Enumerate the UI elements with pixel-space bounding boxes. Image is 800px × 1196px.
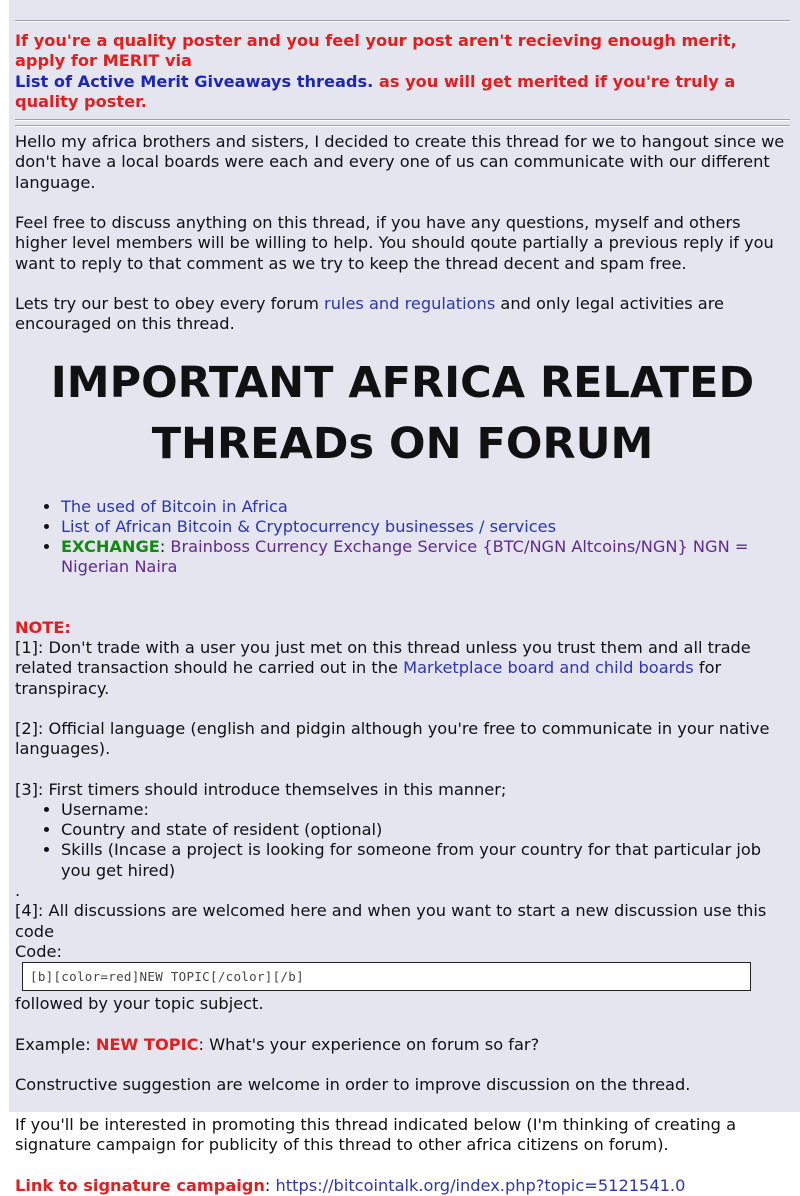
signature-campaign-link[interactable]: https://bitcointalk.org/index.php?topic=5121541.0 bbox=[275, 1175, 686, 1195]
closing-paragraph-2: If you'll be interested in promoting this thread indicated below (I'm thinking of creating a signature campaign for publicity of this thread to other africa citizens on forum). bbox=[15, 1115, 737, 1155]
rule-2: [2]: Official language (english and pidgin although you're free to communicate in your native languages). bbox=[15, 718, 770, 759]
example-prefix: Example: bbox=[15, 1034, 96, 1054]
post-body bbox=[15, 0, 790, 1196]
heading-line-2: THREADs ON FORUM bbox=[151, 418, 654, 469]
exchange-label: EXCHANGE bbox=[61, 537, 160, 557]
example-rest: : What's your experience on forum so far? bbox=[198, 1034, 540, 1054]
merit-giveaways-link[interactable]: List of Active Merit Giveaways threads bbox=[15, 71, 368, 91]
intro-p3-rest: and only legal activities are encouraged on this thread. bbox=[15, 293, 724, 334]
list-item: • Skills (Incase a project is looking for someone from your country for that particular job you get hired) bbox=[61, 840, 790, 881]
signature-sep: : bbox=[264, 1175, 276, 1195]
intro-paragraph-2: Feel free to discuss anything on this thread, if you have any questions, myself and others higher level members will be willing to help. You should qoute partially a previous reply if you want to reply to that comment as we try to keep the thread decent and spam free. bbox=[15, 213, 774, 273]
rule-4: [4]: All discussions are welcomed here and when you want to start a new discussion use this code bbox=[15, 901, 767, 941]
merit-link-period: . bbox=[367, 71, 374, 91]
signature-line bbox=[15, 1176, 790, 1196]
intro-paragraph-1: Hello my africa brothers and sisters, I decided to create this thread for we to hangout since we don't have a local boards were each and every one of us can communicate with our different language. bbox=[15, 132, 785, 192]
rule-1 bbox=[15, 638, 790, 699]
intro-paragraph-3 bbox=[15, 294, 790, 335]
note-title: NOTE: bbox=[15, 617, 71, 637]
rule-3: [3]: First timers should introduce themselves in this manner; bbox=[15, 779, 507, 799]
after-code-text: followed by your topic subject. bbox=[15, 994, 264, 1014]
list-item bbox=[61, 537, 790, 578]
list-item bbox=[61, 497, 790, 517]
new-topic-tag: NEW TOPIC bbox=[95, 1034, 199, 1054]
merit-notice-text: If you're a quality poster and you feel your post aren't recieving enough merit, apply for MERIT via bbox=[15, 31, 737, 71]
list-item: • Country and state of resident (optional) bbox=[61, 820, 790, 840]
signature-label: Link to signature campaign bbox=[15, 1175, 265, 1195]
closing-paragraph-1: Constructive suggestion are welcome in order to improve discussion on the thread. bbox=[15, 1074, 691, 1094]
section-heading bbox=[15, 353, 790, 475]
separator-dot: . bbox=[15, 881, 21, 901]
exchange-sep: : bbox=[159, 537, 171, 557]
threads-list bbox=[15, 497, 790, 578]
list-item: • Username: bbox=[61, 800, 790, 820]
thread-link-businesses[interactable]: List of African Bitcoin & Cryptocurrency businesses / services bbox=[61, 516, 557, 536]
intro-p3-text: Lets try our best to obey every forum bbox=[15, 293, 325, 313]
heading-line-1: IMPORTANT AFRICA RELATED bbox=[50, 357, 755, 408]
thread-link-bitcoin-africa[interactable]: The used of Bitcoin in Africa bbox=[61, 496, 288, 516]
code-label: Code: bbox=[15, 941, 62, 961]
merit-notice-rest: as you will get merited if you're truly a quality poster. bbox=[15, 71, 736, 111]
rule-1-rest: for transpiracy. bbox=[15, 658, 722, 698]
forum-post bbox=[9, 0, 800, 1195]
rule-1-text: [1]: Don't trade with a user you just met on this thread unless you trust them and all trade related transaction should he carried out in the bbox=[15, 638, 751, 678]
example-line bbox=[15, 1035, 790, 1055]
code-box[interactable]: [b][color=red]NEW TOPIC[/color][/b] bbox=[22, 962, 751, 991]
thread-link-exchange[interactable]: Brainboss Currency Exchange Service {BTC/NGN Altcoins/NGN} NGN = Nigerian Naira bbox=[61, 537, 749, 577]
list-item bbox=[61, 517, 790, 537]
merit-notice bbox=[15, 31, 790, 112]
intro-format-list bbox=[15, 800, 790, 881]
rules-link[interactable]: rules and regulations bbox=[324, 293, 496, 313]
marketplace-link[interactable]: Marketplace board and child boards bbox=[403, 658, 694, 678]
